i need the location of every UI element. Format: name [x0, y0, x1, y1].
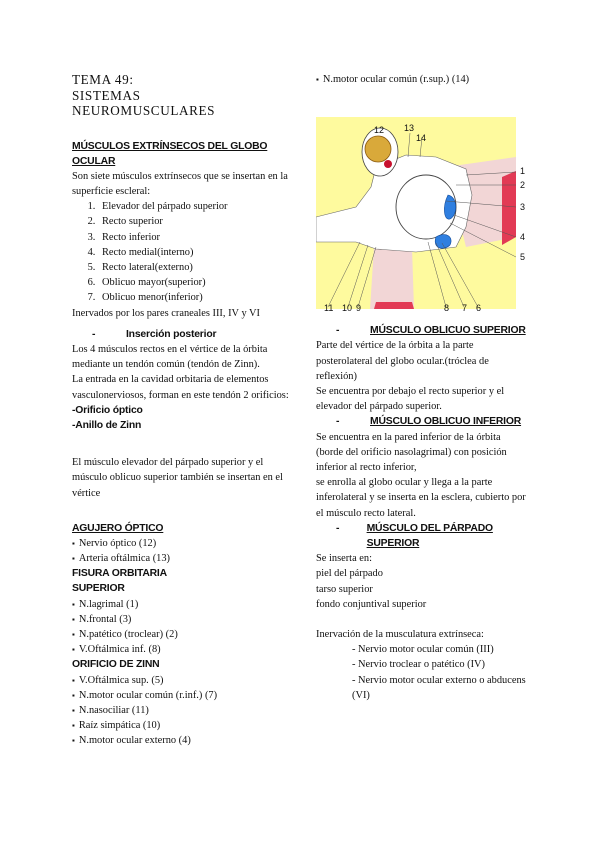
figure-label: 6	[476, 303, 482, 314]
subheading-oblicuo-superior: - MÚSCULO OBLICUO SUPERIOR	[336, 325, 526, 337]
figure-label: 11	[324, 303, 334, 314]
muscle-cut-red	[502, 171, 516, 245]
inferior-muscle	[370, 247, 414, 309]
section-intro: Son siete músculos extrínsecos que se insertan en la superficie escleral:	[72, 170, 288, 197]
orbit-figure	[316, 97, 530, 315]
line: tarso superior	[316, 583, 373, 595]
list-item: 2. Recto superior	[98, 214, 290, 229]
figure-label: 7	[462, 303, 468, 314]
list-item: ▪ Raíz simpática (10)	[72, 718, 290, 733]
list-item: ▪ N.motor ocular común (r.sup.) (14)	[316, 72, 530, 87]
list-item: 1. Elevador del párpado superior	[98, 199, 290, 214]
list-item: 3. Recto inferior	[98, 230, 290, 245]
figure-label: 9	[356, 303, 362, 314]
paragraph: Los 4 músculos rectos en el vértice de la órbita mediante un tendón común (tendón de Zinn).	[72, 344, 268, 371]
subheading-parpado: - MÚSCULO DEL PÁRPADO SUPERIOR	[336, 522, 493, 550]
subheading-insercion: - Inserción posterior	[92, 328, 217, 340]
list-item: - Nervio troclear o patético (IV)	[352, 659, 485, 671]
bullet-list	[72, 536, 290, 566]
inervacion-heading: Inervación de la musculatura extrínseca:	[316, 629, 484, 641]
figure-label: 1	[520, 166, 526, 177]
subheading-oblicuo-inferior: - MÚSCULO OBLICUO INFERIOR	[336, 416, 522, 428]
page-title	[72, 72, 290, 119]
bullet-list	[72, 673, 290, 749]
muscle-cut-red-bottom	[374, 302, 414, 309]
bullet-list	[72, 597, 290, 658]
orbit-diagram	[316, 97, 530, 315]
list-item: 6. Oblicuo mayor(superior)	[98, 275, 290, 290]
orificio-label: -Orificio óptico	[72, 404, 143, 416]
list-item: 7. Oblicuo menor(inferior)	[98, 290, 290, 305]
list-item: ▪ Arteria oftálmica (13)	[72, 551, 290, 566]
list-item: ▪ N.motor ocular externo (4)	[72, 733, 290, 748]
list-item: ▪ N.nasociliar (11)	[72, 703, 290, 718]
paragraph: Se encuentra por debajo el recto superior y el elevador del párpado superior.	[316, 386, 505, 413]
list-item: 4. Recto medial(interno)	[98, 245, 290, 260]
innervation-text: Inervados por los pares craneales III, IV y VI	[72, 307, 261, 319]
list-item: ▪ N.patético (troclear) (2)	[72, 627, 290, 642]
paragraph: se enrolla al globo ocular y llega a la parte inferolateral y se inserta en la esclera, cubierto por el músculo recto lateral.	[316, 477, 526, 519]
figure-label: 5	[520, 252, 526, 263]
heading-zinn: ORIFICIO DE ZINN	[72, 659, 160, 671]
paragraph: Parte del vértice de la órbita a la parte posterolateral del globo ocular.(tróclea de reflexión)	[316, 340, 489, 382]
list-item: ▪ N.frontal (3)	[72, 612, 290, 627]
muscle-list	[72, 199, 290, 305]
optic-nerve	[365, 136, 391, 162]
figure-label: 12	[374, 125, 385, 136]
heading-agujero-optico: AGUJERO ÓPTICO	[72, 522, 164, 534]
figure-label: 13	[404, 123, 415, 134]
list-item: - Nervio motor ocular externo o abducens (VI)	[352, 674, 526, 701]
bullet-list	[316, 72, 530, 87]
list-item: ▪ V.Oftálmica inf. (8)	[72, 642, 290, 657]
paragraph: La entrada en la cavidad orbitaria de elementos vasculonerviosos, forman en este tendón 2 orificios:	[72, 374, 289, 401]
figure-label: 2	[520, 180, 526, 191]
title-line: TEMA 49:	[72, 72, 134, 87]
list-item: ▪ V.Oftálmica sup. (5)	[72, 673, 290, 688]
list-item: 5. Recto lateral(externo)	[98, 260, 290, 275]
paragraph: Se encuentra en la pared inferior de la órbita (borde del orificio nasolagrimal) con posición inferior al recto inferior,	[316, 431, 507, 474]
list-item: ▪ Nervio óptico (12)	[72, 536, 290, 551]
list-item: ▪ N.lagrimal (1)	[72, 597, 290, 612]
list-item: - Nervio motor ocular común (III)	[352, 644, 494, 656]
section-heading-musculos: MÚSCULOS EXTRÍNSECOS DEL GLOBO OCULAR	[72, 140, 268, 167]
list-item: ▪ N.motor ocular común (r.inf.) (7)	[72, 688, 290, 703]
line: fondo conjuntival superior	[316, 598, 427, 610]
figure-label: 8	[444, 303, 450, 314]
title-line: SISTEMAS	[72, 87, 141, 103]
ophthalmic-artery	[384, 160, 392, 168]
heading-fisura: FISURA ORBITARIA SUPERIOR	[72, 568, 167, 595]
paragraph: El músculo elevador del párpado superior y el músculo oblicuo superior también se insertan en el vértice	[72, 457, 283, 499]
figure-label: 10	[342, 303, 353, 314]
figure-label: 3	[520, 202, 526, 213]
left-column	[72, 72, 290, 749]
orificio-label: -Anillo de Zinn	[72, 420, 142, 432]
title-line: NEUROMUSCULARES	[72, 103, 216, 119]
line: piel del párpado	[316, 568, 383, 580]
right-column	[316, 72, 530, 703]
figure-label: 14	[416, 133, 427, 144]
inervacion-list	[316, 642, 530, 703]
line: Se inserta en:	[316, 553, 372, 565]
figure-label: 4	[520, 232, 526, 243]
